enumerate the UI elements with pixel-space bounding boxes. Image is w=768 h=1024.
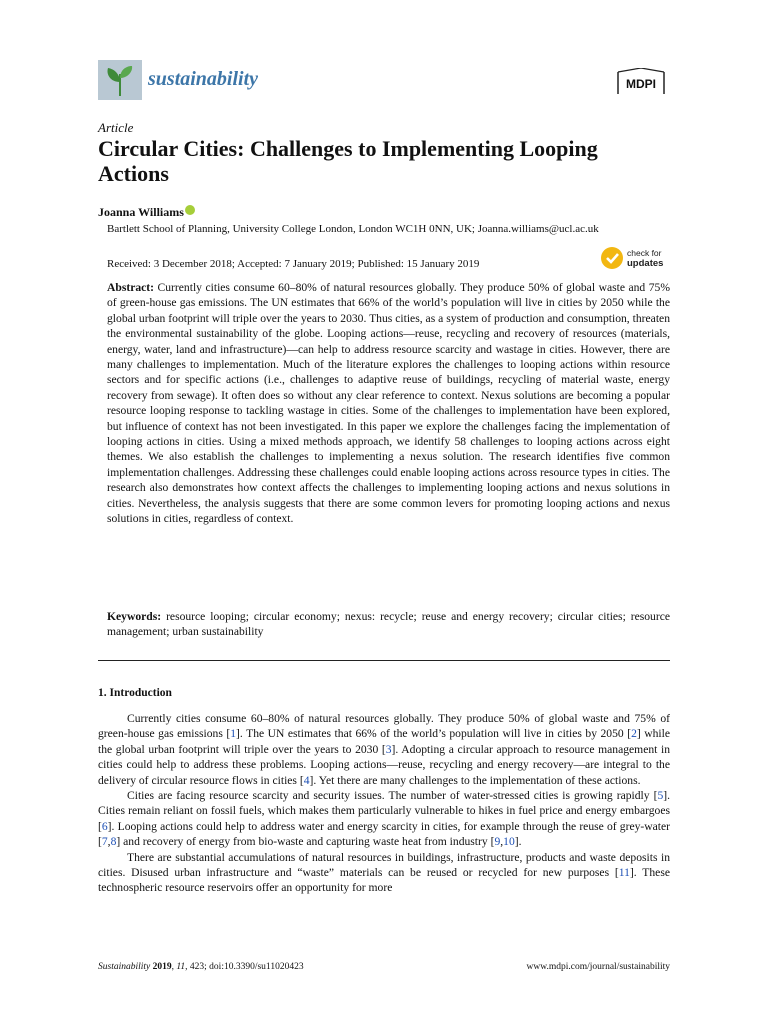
author-name[interactable]: Joanna Williams	[98, 205, 184, 219]
section-heading: 1. Introduction	[98, 687, 172, 699]
journal-logo-icon	[98, 60, 142, 100]
citation-link[interactable]: 1	[230, 727, 237, 741]
svg-text:MDPI: MDPI	[626, 77, 656, 91]
section-divider	[98, 660, 670, 661]
keywords-text: resource looping; circular economy; nexus: recycle; reuse and energy recovery; circular cities; resource management; urban sustainability	[107, 610, 671, 639]
author-line	[98, 205, 195, 220]
citation-link[interactable]: 11	[618, 866, 630, 880]
citation-link[interactable]: 2	[631, 727, 637, 741]
article-title: Circular Cities: Challenges to Implementing Looping Actions	[98, 136, 598, 186]
citation-link[interactable]: 10	[503, 835, 515, 849]
abstract	[107, 280, 670, 527]
journal-name: sustainability	[148, 68, 259, 90]
keywords	[107, 609, 670, 640]
introduction-body	[98, 711, 670, 896]
citation-link[interactable]: 4	[303, 773, 310, 787]
check-updates-line2: updates	[627, 258, 664, 269]
footer-citation: Sustainability 2019, 11, 423; doi:10.3390/su11020423	[98, 962, 304, 972]
footer-url[interactable]: www.mdpi.com/journal/sustainability	[526, 962, 670, 972]
citation-link[interactable]: 7	[101, 835, 108, 849]
orcid-icon[interactable]	[185, 205, 195, 215]
abstract-label: Abstract:	[107, 281, 155, 294]
publication-dates: Received: 3 December 2018; Accepted: 7 January 2019; Published: 15 January 2019	[107, 258, 480, 270]
check-for-updates-badge[interactable]	[599, 245, 671, 271]
keywords-label: Keywords:	[107, 610, 162, 623]
abstract-text: Currently cities consume 60–80% of natural resources globally. They produce 50% of global waste and 75% of green-house gas emissions. The UN estimates that 66% of the world’s population will live in cities by 2050 while the global urban footprint will triple over the years to 2030. Thus cities, as a system of production and consumption, threaten the environmental sustainability of the globe. Looping actions—reuse, recycling and recovery of resources (materials, energy, water, land and infrastructure)—can help to address resource scarcity and wastage in cities. However, there are many challenges to implementation. Much of the literature explores the challenges to looping actions within resource sectors and for specific actions (i.e., challenges to adaptive reuse of buildings, recycling of material waste, energy recovery from sewage). It often does so without any clear reference to context. Nexus solutions are becoming a popular resource looping response to tackling wastage in cities. Some of the challenges to implementation have been explored, but influence of context has not been investigated. In this paper we explore the challenges facing the implementation of looping actions in cities. Using a mixed methods approach, we identify 58 challenges to looping actions across eight themes. We also establish the challenges to implementing a nexus solution. The research identifies five common implementation challenges. Addressing these challenges could enable looping actions across resource types in cities. The research also demonstrates how context affects the challenges to implementing looping actions and nexus solutions in cities. Nevertheless, the analysis suggests that there are some common levers for promoting looping actions and nexus solutions in cities, regardless of context.	[107, 281, 670, 526]
check-updates-line1: check for	[627, 248, 662, 258]
citation-link[interactable]: 5	[657, 789, 664, 803]
paragraph: Currently cities consume 60–80% of natural resources globally. They produce 50% of global waste and 75% of green-house gas emissions [1]. The UN estimates that 66% of the world’s population will live in cities by 2050 [2] while the global urban footprint will triple over the years to 2030 [3]. Adopting a circular approach to resource management in cities could help to address these problems. Looping actions—reuse, recycling and energy recovery—are integral to the delivery of circular resource flows in cities [4]. Yet there are many challenges to the implementation of these actions.	[98, 712, 670, 787]
affiliation: Bartlett School of Planning, University College London, London WC1H 0NN, UK; Joanna.williams@ucl.ac.uk	[107, 223, 599, 235]
mdpi-logo-icon	[612, 68, 670, 98]
citation-link[interactable]: 3	[385, 742, 392, 756]
paragraph: Cities are facing resource scarcity and security issues. The number of water-stressed cities is growing rapidly [5]. Cities remain reliant on fossil fuels, which makes them particularly vulnerable to hikes in fuel price and energy embargoes [6]. Looping actions could help to address water and energy scarcity in cities, for example through the reuse of grey-water [7,8] and recovery of energy from bio-waste and capturing waste heat from industry [9,10].	[98, 789, 670, 849]
article-type: Article	[98, 120, 134, 135]
citation-link[interactable]: 8	[110, 835, 117, 849]
check-updates-icon	[599, 245, 625, 271]
paragraph: There are substantial accumulations of natural resources in buildings, infrastructure, products and waste deposits in cities. Disused urban infrastructure and “waste” materials can be reused or recycled for new purposes [11]. These technospheric resource reservoirs offer an opportunity for more	[98, 850, 670, 895]
citation-link[interactable]: 9	[494, 835, 501, 849]
citation-link[interactable]: 6	[101, 819, 108, 833]
